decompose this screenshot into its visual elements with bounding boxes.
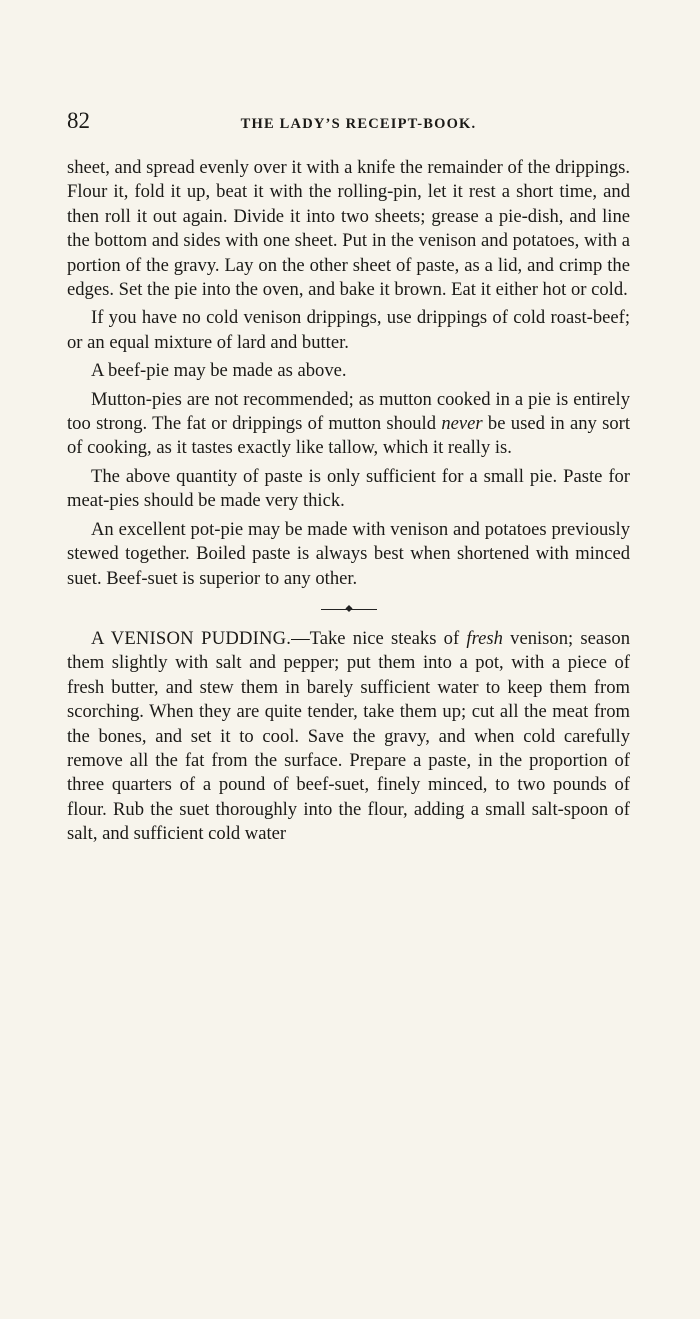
paragraph-beef-pie: A beef-pie may be made as above. [91,360,347,382]
running-head: THE LADY’S RECEIPT-BOOK. [240,116,477,132]
pudding-text-b: venison; season them slightly with salt and pepper; put them into a pot, with a piece of fresh butter, and stew them in barely sufficient water to keep them from scorching. When they are quite tender, take them up; cut all the meat from the bones, and set it to cool. Save the gravy, and when cold carefully remove all the fat from the surface. Prepare a paste, in the proportion of three quarters of a pound of beef-suet, finely minced, to two pounds of flour. Rub the suet thoroughly into the flour, adding a small salt-spoon of salt, and sufficient cold water [67,627,630,845]
mutton-text-a: Mutton-pies are not recommended; as mutton cooked in a pie is entirely too strong. The fat or drippings of mutton should [67,388,630,435]
mutton-text-b: be used in any sort of cooking, as it tastes exactly like tallow, which it really is. [67,413,630,459]
paragraph-pot-pie: An excellent pot-pie may be made with venison and potatoes previously stewed together. Boiled paste is always best when shortened with minced suet. Beef-suet is superior to any other. [67,518,630,589]
body-text [67,156,630,847]
book-page [67,108,630,851]
page-number: 82 [67,108,90,133]
paragraph-paste-quantity: The above quantity of paste is only sufficient for a small pie. Paste for meat-pies should be made very thick. [67,465,630,512]
pudding-text-a: —Take nice steaks of [291,627,467,649]
emphasis-fresh: fresh [466,627,503,649]
emphasis-never: never [441,413,483,435]
recipe-heading: A VENISON PUDDING. [91,627,292,649]
paragraph-venison-pudding [67,627,630,847]
paragraph-continued: sheet, and spread evenly over it with a knife the remainder of the drippings. Flour it, fold it up, beat it with the rolling-pin, let it rest a short time, and then roll it out again. Divide it into two sheets; grease a pie-dish, and line the bottom and sides with one sheet. Put in the venison and potatoes, with a portion of the gravy. Lay on the other sheet of paste, as a lid, and crimp the edges. Set the pie into the oven, and bake it brown. Eat it either hot or cold. [67,157,630,301]
separator-rule [321,609,377,610]
section-separator [67,597,630,611]
paragraph-mutton-pies [67,388,630,461]
page-header [67,108,630,142]
paragraph-drippings: If you have no cold venison drippings, use drippings of cold roast-beef; or an equal mixture of lard and butter. [67,307,630,353]
